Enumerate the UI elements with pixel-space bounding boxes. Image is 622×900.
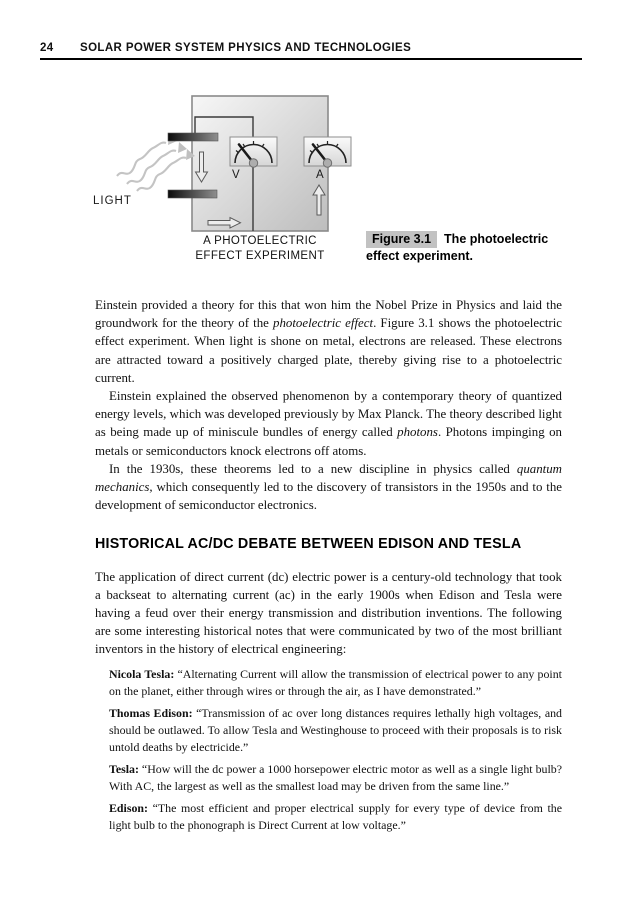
quote-speaker: Tesla: (109, 761, 139, 776)
diagram-caption-line1: A PHOTOELECTRIC (203, 235, 317, 247)
p2-text: Einstein explained the observed phenomenon by a contemporary theory of quantized energy levels, which was developed previously by Max Planck. The theory described light as being made up of miniscule bundles of energy called (95, 389, 562, 440)
p3-italic-term: quantum mechanics, (95, 461, 562, 495)
quote-text: “How will the dc power a 1000 horsepower electric motor as well as a single light bulb? With AC, the largest as well as the smallest load may be driven from the same line.” (109, 761, 562, 793)
p3-text: In the 1930s, these theorems led to a new discipline in physics called (109, 461, 517, 476)
figure-caption-text: The photoelectric effect experiment. (366, 232, 549, 263)
voltmeter-label: V (232, 169, 240, 181)
p3-text-cont: which consequently led to the discovery of transistors in the 1950s and to the development of semiconductor electronics. (95, 480, 562, 513)
photoelectric-diagram (85, 88, 385, 243)
quote-tesla (109, 761, 562, 795)
metal-plate-bottom (168, 190, 217, 198)
metal-plate-top (168, 133, 218, 141)
diagram-caption (160, 234, 360, 264)
p2-text-cont: . Photons impinging on metals or semiconductors knock electrons off atoms. (95, 425, 563, 458)
quote-nicola-tesla (109, 666, 562, 700)
quote-text: “The most efficient and proper electrical supply for every type of device from the light bulb to the phonograph is Direct Current at low voltage.” (109, 800, 562, 832)
running-head (40, 42, 582, 60)
light-label: LIGHT (93, 195, 132, 207)
ammeter-label: A (316, 169, 324, 181)
paragraph-acdc-debate: The application of direct current (dc) electric power is a century-old technology that took a backseat to alternating current (ac) in the early 1900s when Edison and Tesla were having a feud over their energy transmission and distribution inventions. The following are some interesting historical notes that were communicated by two of the most brilliant inventors in the history of electrical engineering: (95, 569, 562, 657)
page-number: 24 (40, 42, 54, 54)
ammeter-gauge-icon (304, 137, 351, 167)
paragraph-quantum-mechanics (95, 460, 562, 515)
paragraph-einstein-theory (95, 296, 562, 387)
body-text (95, 296, 562, 839)
p1-text: Einstein provided a theory for this that won him the Nobel Prize in Physics and laid the groundwork for the theory of the (95, 298, 562, 331)
quote-text: “Alternating Current will allow the transmission of electrical power to any point on the planet, either through wires or through the air, as I have demonstrated.” (109, 666, 562, 698)
diagram-caption-line2: EFFECT EXPERIMENT (195, 250, 325, 262)
quote-edison (109, 800, 562, 834)
p2-italic-term: photons (397, 425, 438, 440)
p1-text-cont: . Figure 3.1 shows the photoelectric effect experiment. When light is shone on metal, electrons are released. These electrons are attracted toward a positively charged plate, thereby giving rise to a photoelectric current. (95, 316, 563, 385)
section-heading: HISTORICAL AC/DC DEBATE BETWEEN EDISON AND TESLA (95, 536, 522, 553)
voltmeter-gauge-icon (230, 137, 277, 167)
quote-speaker: Edison: (109, 800, 148, 815)
quote-speaker: Thomas Edison: (109, 705, 193, 720)
book-title: SOLAR POWER SYSTEM PHYSICS AND TECHNOLOGIES (80, 42, 412, 54)
quote-thomas-edison (109, 705, 562, 756)
light-waves-icon (117, 134, 195, 191)
quote-speaker: Nicola Tesla: (109, 666, 175, 681)
figure-caption-tag: Figure 3.1 (366, 231, 437, 248)
paragraph-quantized-energy (95, 387, 562, 460)
figure-caption (366, 231, 568, 264)
p1-italic-term: photoelectric effect (273, 316, 374, 331)
quote-text: “Transmission of ac over long distances requires lethally high voltages, and should be outlawed. To allow Tesla and Westinghouse to proceed with their proposals is to risk untold deaths by electricide.” (109, 705, 563, 754)
